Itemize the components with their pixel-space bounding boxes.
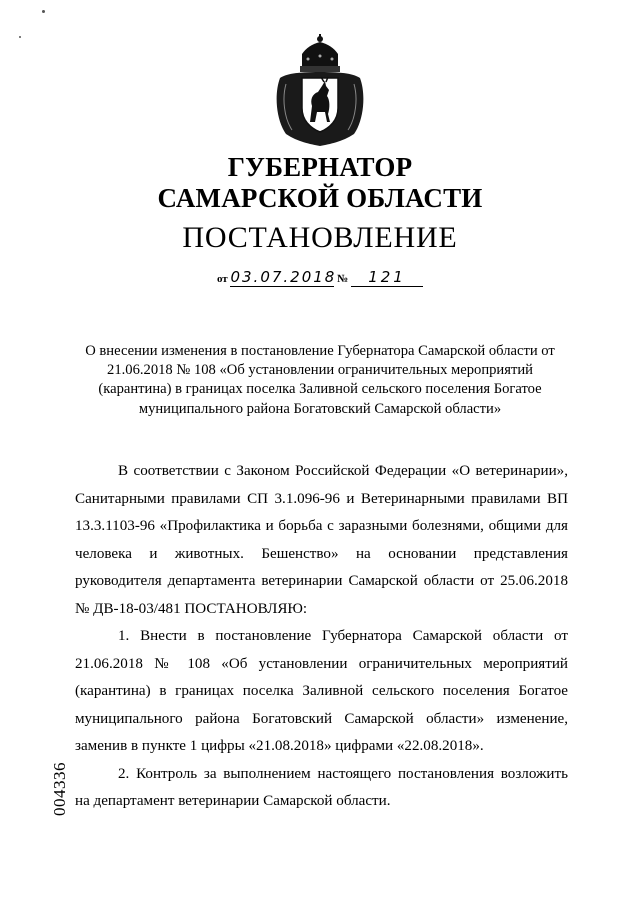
authority-region: САМАРСКОЙ ОБЛАСТИ <box>157 183 483 213</box>
scan-speck <box>19 36 21 38</box>
handwritten-date: 03.07.2018 <box>230 268 337 286</box>
scan-speck <box>42 10 45 13</box>
date-label: от <box>216 273 228 285</box>
handwritten-number: 121 <box>351 268 423 287</box>
registration-stamp-number: 004336 <box>50 762 69 816</box>
item-2-paragraph: 2. Контроль за выполнением настоящего постановления возложить на департамент ветеринарии Самарской области. <box>75 765 568 809</box>
preamble-paragraph: В соответствии с Законом Российской Федерации «О ветеринарии», Санитарными правилами СП 3.1.096-96 и Ветеринарными правилами ВП 13.3.1103-96 «Профилактика и борьба с заразными болезнями, общими для человека и животных. Бешенство» на основании представления руководителя департамента ветеринарии Самарской области от 25.06.2018 № ДВ-18-03/481 ПОСТАНОВЛЯЮ: <box>75 463 568 617</box>
item-1-paragraph: 1. Внести в постановление Губернатора Самарской области от 21.06.2018 № 108 «Об установлении ограничительных мероприятий (карантина) в границах поселка Заливной сельского поселения Богатое муниципального района Богатовский Самарской области» изменение, заменив в пункте 1 цифры «21.08.2018» цифрами «22.08.2018». <box>75 628 568 754</box>
date-number-line <box>0 268 640 289</box>
document-type-heading: ПОСТАНОВЛЕНИЕ <box>182 221 458 254</box>
coat-of-arms-emblem <box>272 34 368 148</box>
document-body <box>75 458 568 816</box>
number-label: № <box>337 273 349 285</box>
document-title: О внесении изменения в постановление Губернатора Самарской области от 21.06.2018 № 108 «Об установлении ограничительных мероприятий (карантина) в границах поселка Заливной сельского поселения Богатое муниципального района Богатовский Самарской области» <box>85 343 555 417</box>
authority-name: ГУБЕРНАТОР <box>227 152 413 182</box>
